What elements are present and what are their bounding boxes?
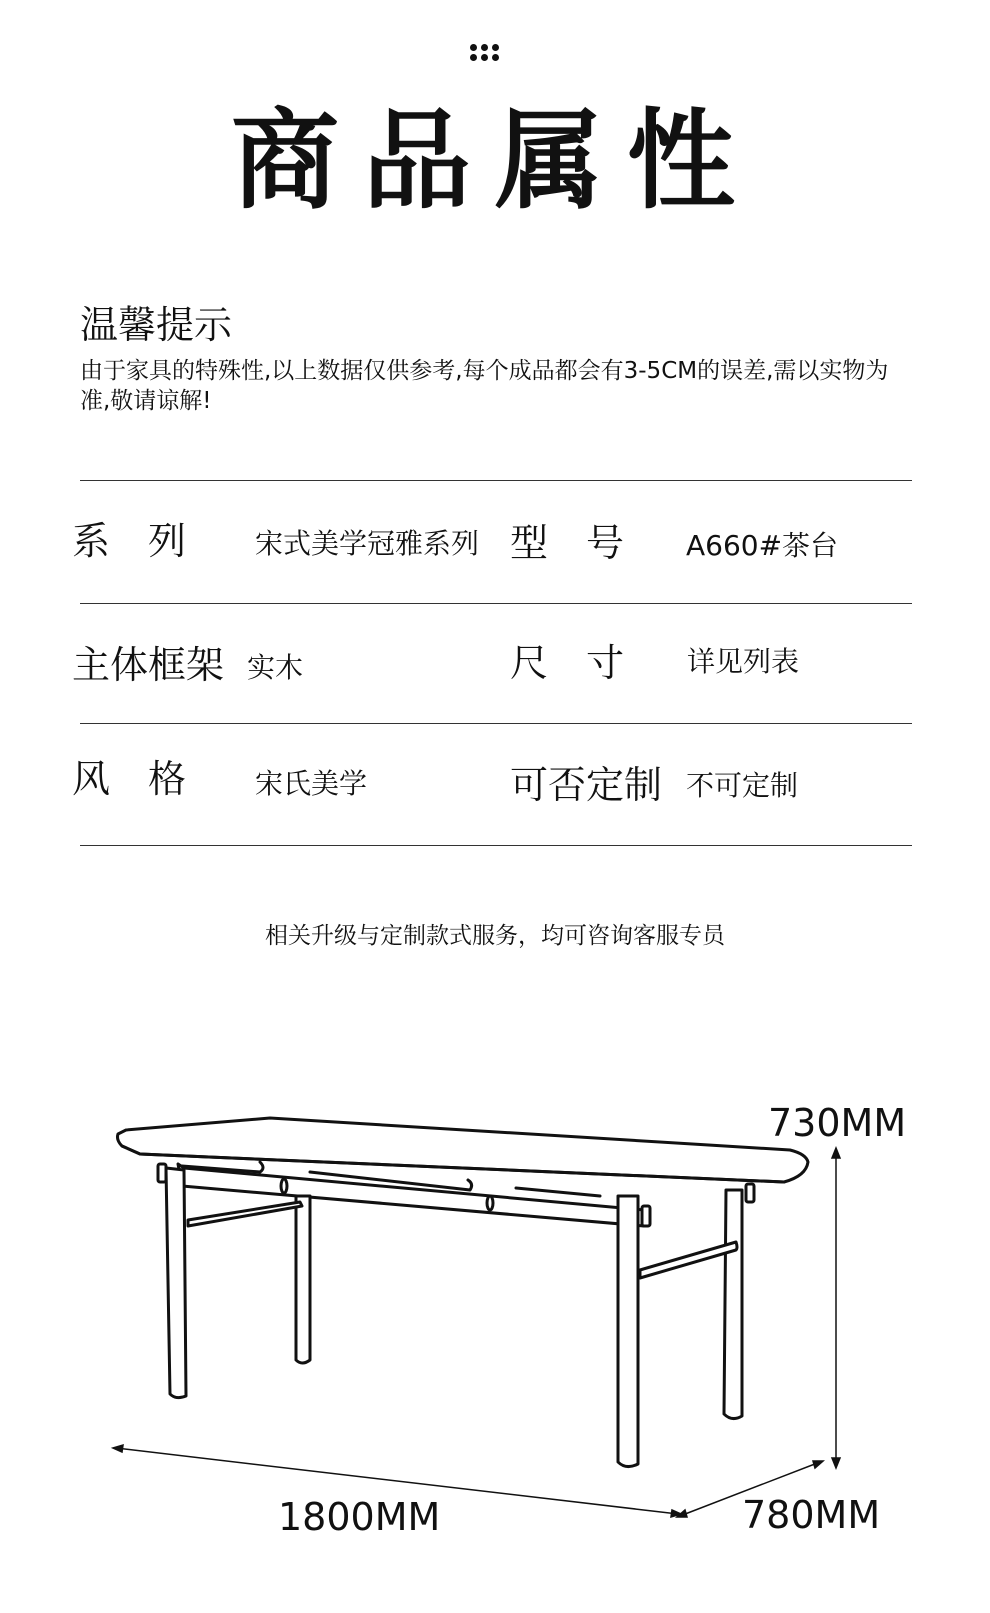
attr-label-size: 尺 寸: [510, 641, 625, 685]
service-note: 相关升级与定制款式服务，均可咨询客服专员: [265, 923, 725, 949]
attr-label-frame: 主体框架: [72, 643, 225, 687]
attr-label-customizable: 可否定制: [510, 763, 663, 807]
attr-value-series: 宋式美学冠雅系列: [255, 527, 480, 560]
attr-label-series: 系 列: [72, 519, 187, 563]
attr-value-frame: 实木: [247, 651, 304, 684]
attr-value-size: 详见列表: [687, 645, 800, 678]
attr-value-model: A660#茶台: [686, 529, 839, 562]
dimension-height: 730MM: [768, 1101, 907, 1145]
page-title: 商品属性: [230, 99, 759, 224]
dimension-length: 1800MM: [278, 1495, 441, 1539]
attr-value-style: 宋氏美学: [255, 767, 368, 800]
dimension-width: 780MM: [742, 1493, 881, 1537]
attr-label-model: 型 号: [510, 521, 625, 565]
notice-body: 由于家具的特殊性,以上数据仅供参考,每个成品都会有3-5CM的误差,需以实物为准,敬请谅解!: [80, 358, 889, 414]
attr-label-style: 风 格: [72, 757, 187, 801]
attr-value-customizable: 不可定制: [686, 769, 799, 802]
notice-title: 温馨提示: [80, 303, 233, 347]
